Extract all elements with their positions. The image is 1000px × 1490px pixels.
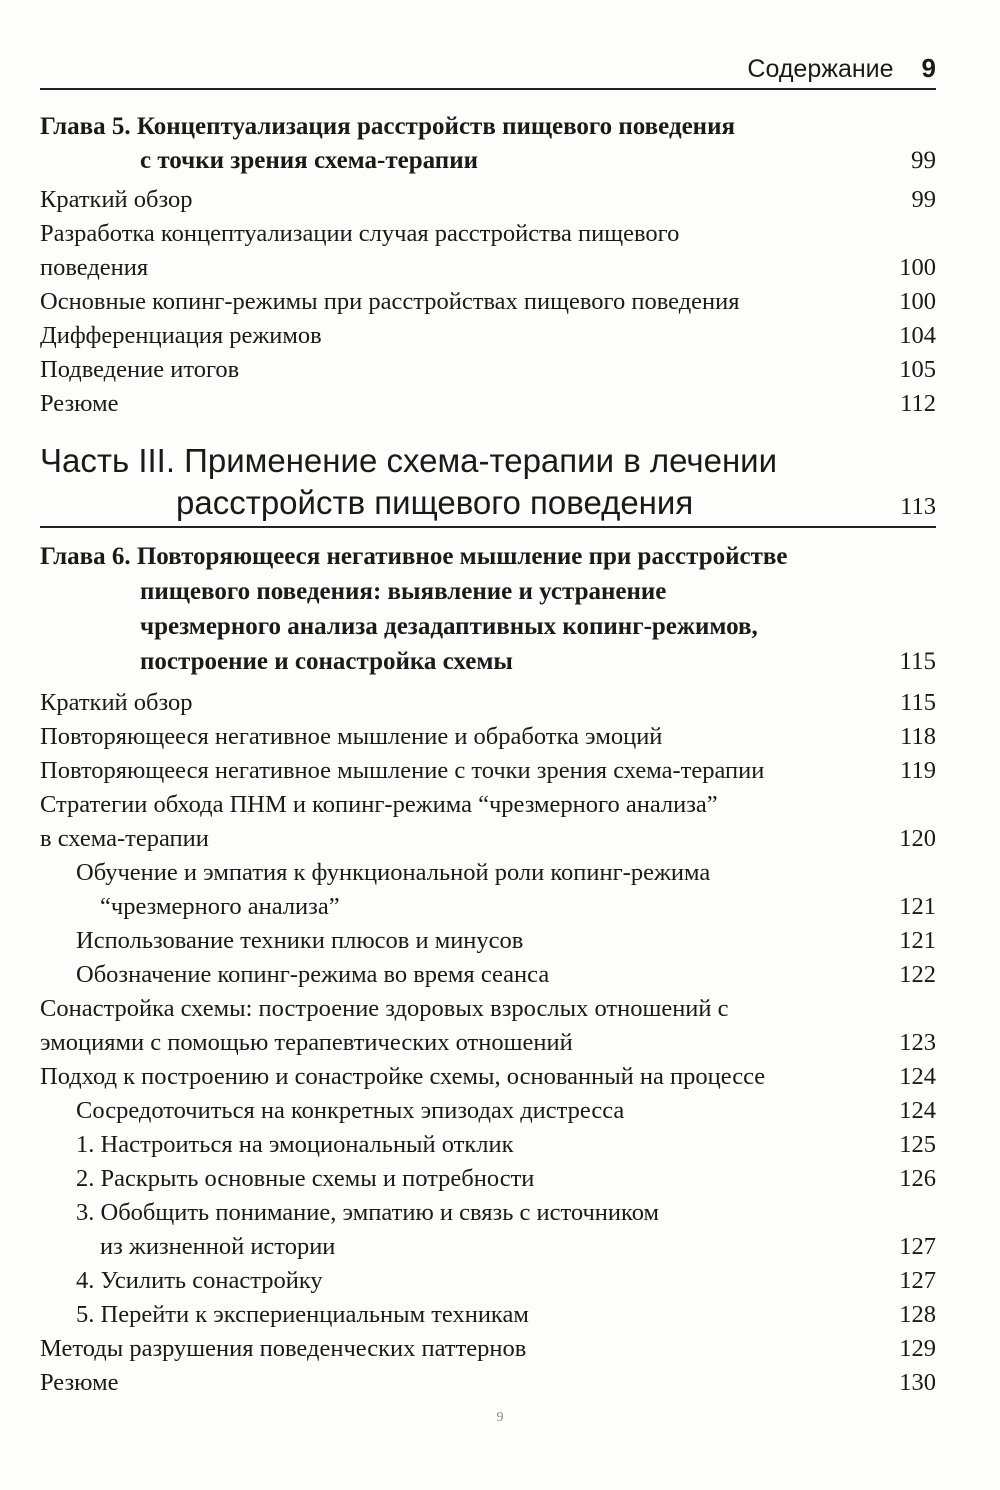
running-head xyxy=(40,52,936,90)
toc-subentry: “чрезмерного анализа” 121 xyxy=(100,893,936,920)
toc-entry: поведения 100 xyxy=(40,254,936,281)
chapter-5-title-line-1: Глава 5. Концептуализация расстройств пищевого поведения xyxy=(40,113,736,140)
running-head-title: Содержание xyxy=(747,55,894,83)
part-3-title-line-2: расстройств пищевого поведения 113 xyxy=(40,482,936,528)
toc-entry: эмоциями с помощью терапевтических отношений 123 xyxy=(40,1029,936,1056)
toc-subentry: Обозначение копинг-режима во время сеанса 122 xyxy=(76,961,936,988)
toc-entry: Резюме 130 xyxy=(40,1369,936,1396)
toc-entry: Повторяющееся негативное мышление и обработка эмоций 118 xyxy=(40,723,936,750)
running-head-page-number: 9 xyxy=(921,53,936,83)
chapter-5-title-line-2: с точки зрения схема-терапии 99 xyxy=(40,144,936,178)
toc-entry: в схема-терапии 120 xyxy=(40,825,936,852)
toc-subentry: Обучение и эмпатия к функциональной роли копинг-режима xyxy=(76,859,711,886)
toc-entry: Повторяющееся негативное мышление с точки зрения схема-терапии 119 xyxy=(40,757,936,784)
toc-entry: Методы разрушения поведенческих паттернов 129 xyxy=(40,1335,936,1362)
toc-entry: Резюме 112 xyxy=(40,390,936,417)
toc-entry: Подход к построению и сонастройке схемы, основанный на процессе 124 xyxy=(40,1063,936,1090)
toc-entry: Дифференциация режимов 104 xyxy=(40,322,936,349)
bottom-folio: 9 xyxy=(496,1410,504,1425)
chapter-6-title-line-2: пищевого поведения: выявление и устранение xyxy=(140,578,667,605)
chapter-5-page: 99 xyxy=(911,147,936,174)
toc-subentry: Использование техники плюсов и минусов 121 xyxy=(76,927,936,954)
toc-subentry: Сосредоточиться на конкретных эпизодах дистресса 124 xyxy=(76,1097,936,1124)
toc-entry: Краткий обзор 99 xyxy=(40,186,936,213)
part-3-title-line-1: Часть III. Применение схема-терапии в лечении xyxy=(40,442,778,479)
toc-subentry: 5. Перейти к экспериенциальным техникам 128 xyxy=(76,1301,936,1328)
toc-entry: Сонастройка схемы: построение здоровых взрослых отношений с xyxy=(40,995,729,1022)
toc-subentry: 4. Усилить сонастройку 127 xyxy=(76,1267,936,1294)
toc-subentry: 2. Раскрыть основные схемы и потребности 126 xyxy=(76,1165,936,1192)
part-divider-rule xyxy=(40,526,936,528)
toc-subentry: 1. Настроиться на эмоциональный отклик 125 xyxy=(76,1131,936,1158)
toc-subentry: 3. Обобщить понимание, эмпатию и связь с источником xyxy=(76,1199,659,1226)
toc-entry: Краткий обзор 115 xyxy=(40,689,936,716)
chapter-6-title-line-3: чрезмерного анализа дезадаптивных копинг-режимов, xyxy=(140,613,758,640)
toc-entry: Стратегии обхода ПНМ и копинг-режима “чрезмерного анализа” xyxy=(40,791,718,818)
part-3-page: 113 xyxy=(900,493,936,520)
toc-entry: Основные копинг-режимы при расстройствах пищевого поведения 100 xyxy=(40,288,936,315)
chapter-6-title-line-4: построение и сонастройка схемы 115 xyxy=(40,645,936,679)
toc-subentry: из жизненной истории 127 xyxy=(100,1233,936,1260)
toc-entry: Подведение итогов 105 xyxy=(40,356,936,383)
chapter-6-page: 115 xyxy=(899,648,936,675)
toc-entry: Разработка концептуализации случая расстройства пищевого xyxy=(40,220,680,247)
chapter-6-title-line-1: Глава 6. Повторяющееся негативное мышление при расстройстве xyxy=(40,543,788,570)
